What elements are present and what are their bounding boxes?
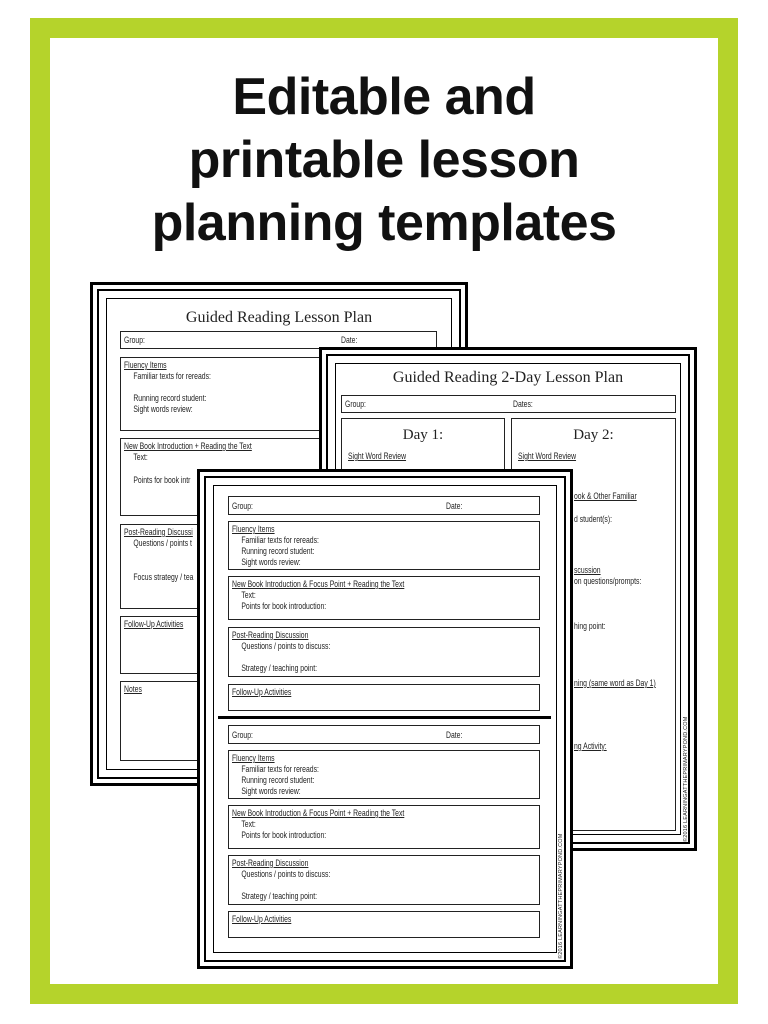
- section-item: Focus strategy / tea: [133, 572, 194, 583]
- section-item: Questions / points to discuss:: [241, 641, 331, 652]
- section-item: Questions / points t: [133, 538, 192, 549]
- group-label: Group:: [232, 501, 253, 512]
- new-book-section: [228, 576, 540, 620]
- date-label: Date:: [341, 335, 358, 346]
- section-item: Text:: [241, 590, 256, 601]
- cut-line-divider: [218, 716, 551, 719]
- section-title: Follow-Up Activities: [124, 619, 184, 630]
- section-item: Text:: [133, 452, 148, 463]
- partial-section-item: hing point:: [574, 621, 606, 632]
- heading-line-2: printable lesson: [188, 131, 580, 189]
- group-label: Group:: [124, 335, 145, 346]
- sheet-title: Guided Reading Lesson Plan: [185, 309, 373, 326]
- group-label: Group:: [345, 399, 366, 410]
- partial-section-item: on questions/prompts:: [574, 576, 642, 587]
- sight-word-review-label: Sight Word Review: [518, 451, 577, 462]
- section-title: Post-Reading Discussi: [124, 527, 193, 538]
- section-item: Strategy / teaching point:: [241, 663, 318, 674]
- section-item: Points for book introduction:: [241, 830, 327, 841]
- group-date-row: [228, 725, 540, 744]
- half-sheet-lesson-plan: [197, 469, 573, 969]
- section-item: Familiar texts for rereads:: [241, 535, 319, 546]
- date-label: Date:: [446, 501, 463, 512]
- day-heading: Day 2:: [573, 427, 614, 443]
- section-title: Post-Reading Discussion: [232, 858, 309, 869]
- section-title: Post-Reading Discussion: [232, 630, 309, 641]
- copyright-text: ©2016 LEARNINGATTHEPRIMARYPOND.COM: [558, 833, 564, 959]
- post-reading-section: [228, 627, 540, 677]
- plan-copy-bottom: [228, 725, 540, 941]
- sheet-title: Guided Reading 2-Day Lesson Plan: [392, 369, 624, 386]
- section-item: Sight words review:: [133, 404, 193, 415]
- section-item: Sight words review:: [241, 786, 301, 797]
- section-title: Fluency Items: [232, 753, 275, 764]
- fluency-items-section: [228, 750, 540, 799]
- new-book-section: [228, 805, 540, 849]
- section-item: Points for book intr: [133, 475, 191, 486]
- follow-up-section: [228, 911, 540, 938]
- group-label: Group:: [232, 730, 253, 741]
- section-title: Fluency Items: [124, 360, 167, 371]
- section-item: Questions / points to discuss:: [241, 869, 331, 880]
- plan-copy-top: [228, 496, 540, 712]
- follow-up-section: [228, 684, 540, 711]
- partial-section-title: ning (same word as Day 1): [574, 678, 656, 689]
- partial-section-title: scussion: [574, 565, 601, 576]
- section-item: Familiar texts for rereads:: [241, 764, 319, 775]
- section-item: Running record student:: [241, 546, 315, 557]
- section-item: Running record student:: [241, 775, 315, 786]
- sight-word-review-label: Sight Word Review: [348, 451, 407, 462]
- partial-section-title: ng Activity:: [574, 741, 607, 752]
- heading-line-3: planning templates: [151, 194, 617, 252]
- section-item: Familiar texts for rereads:: [133, 371, 211, 382]
- section-item: Text:: [241, 819, 256, 830]
- section-item: Strategy / teaching point:: [241, 891, 318, 902]
- partial-section-item: d student(s):: [574, 514, 613, 525]
- group-date-row: [228, 496, 540, 515]
- section-title: Notes: [124, 684, 142, 695]
- post-reading-section: [228, 855, 540, 905]
- section-item: Sight words review:: [241, 557, 301, 568]
- dates-label: Dates:: [513, 399, 533, 410]
- copyright-text: ©2016 LEARNINGATTHEPRIMARYPOND.COM: [683, 716, 689, 842]
- date-label: Date:: [446, 730, 463, 741]
- fluency-items-section: [228, 521, 540, 570]
- section-title: New Book Introduction & Focus Point + Reading the Text: [232, 579, 405, 590]
- section-title: Follow-Up Activities: [232, 687, 292, 698]
- section-title: New Book Introduction + Reading the Text: [124, 441, 252, 452]
- section-title: Fluency Items: [232, 524, 275, 535]
- cover-heading: [0, 66, 768, 255]
- section-title: New Book Introduction & Focus Point + Reading the Text: [232, 808, 405, 819]
- day-heading: Day 1:: [402, 427, 444, 443]
- group-dates-row: [341, 395, 676, 413]
- partial-section-title: ook & Other Familiar: [574, 491, 637, 502]
- section-item: Points for book introduction:: [241, 601, 327, 612]
- heading-line-1: Editable and: [232, 68, 536, 126]
- section-title: Follow-Up Activities: [232, 914, 292, 925]
- section-item: Running record student:: [133, 393, 207, 404]
